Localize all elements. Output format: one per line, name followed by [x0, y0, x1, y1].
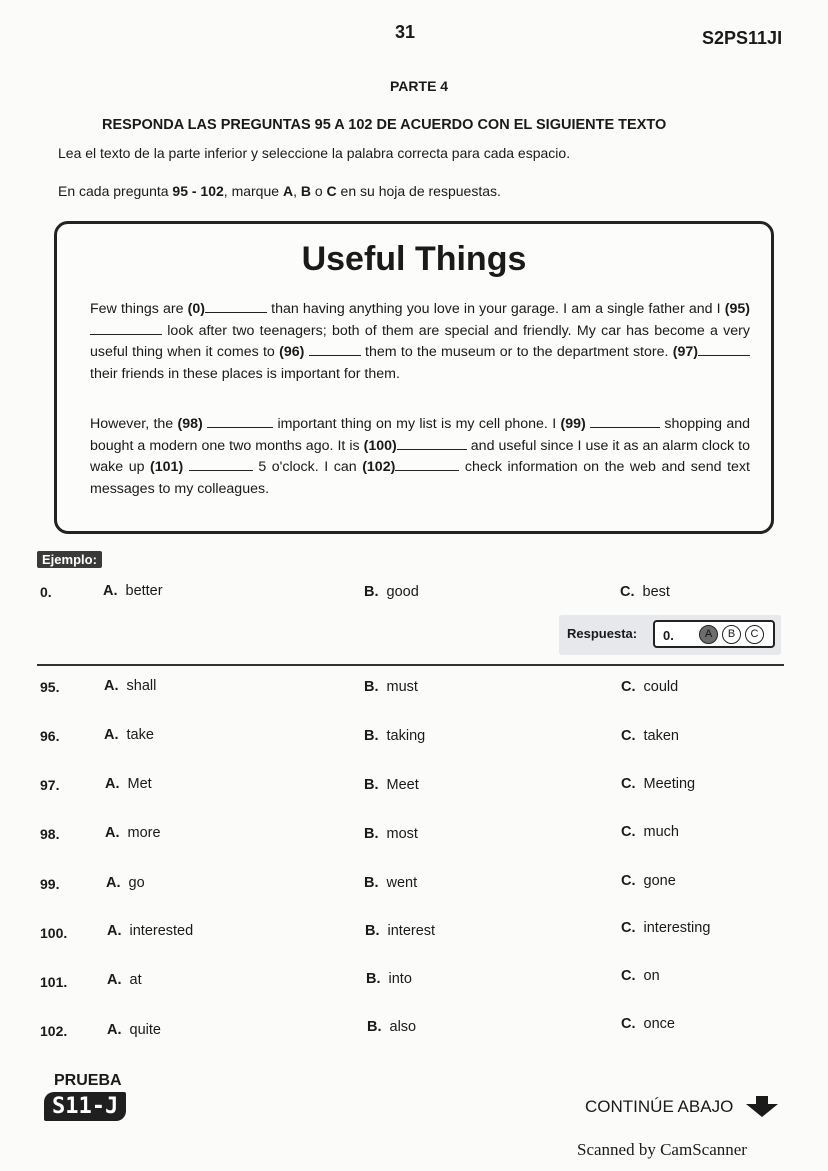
option-letter: B.	[364, 679, 379, 695]
option-letter: C.	[621, 776, 636, 792]
scanner-watermark: Scanned by CamScanner	[577, 1140, 747, 1159]
instruction-2-comma: ,	[293, 183, 301, 199]
option-letter: A.	[104, 678, 119, 694]
section-heading: RESPONDA LAS PREGUNTAS 95 A 102 DE ACUERDO CON EL SIGUIENTE TEXTO	[102, 117, 667, 133]
option-letter: B.	[364, 584, 379, 600]
blank-99	[590, 415, 660, 428]
q99-option-b[interactable]	[364, 875, 417, 891]
option-letter: A.	[103, 583, 118, 599]
option-text: into	[388, 971, 412, 987]
q95-option-c[interactable]	[621, 679, 678, 695]
p2-text: and useful since I use it as an alarm clock to wake up	[90, 437, 750, 475]
option-text: better	[125, 583, 163, 599]
option-letter: B.	[366, 971, 381, 987]
q97-option-c[interactable]	[621, 776, 695, 792]
bubble-c[interactable]: C	[745, 625, 764, 644]
option-text: must	[386, 679, 418, 695]
continue-label: CONTINÚE ABAJO	[585, 1097, 734, 1116]
paragraph-1	[90, 299, 750, 385]
option-text: Meeting	[643, 776, 696, 792]
p1-text: look after two teenagers; both of them are special and friendly. My car has become a very useful thing when it comes to	[90, 322, 750, 360]
instruction-2-range: 95 - 102	[172, 183, 224, 199]
gap-label-102: (102)	[362, 459, 396, 475]
option-text: shall	[126, 678, 157, 694]
option-letter: C.	[621, 728, 636, 744]
option-text: quite	[129, 1022, 161, 1038]
blank-95	[90, 322, 162, 335]
instruction-2-b: B	[300, 183, 311, 199]
question-number: 102.	[40, 1023, 68, 1039]
p1-text: Few things are	[90, 301, 188, 317]
gap-label-100: (100)	[363, 437, 397, 454]
option-letter: B.	[367, 1019, 382, 1035]
option-text: taking	[386, 728, 426, 744]
q100-option-a[interactable]	[107, 923, 193, 939]
q102-option-b[interactable]	[367, 1019, 416, 1035]
reading-text-box	[54, 221, 774, 534]
option-text: take	[126, 727, 154, 743]
gap-label-95: (95)	[724, 301, 750, 317]
option-letter: C.	[621, 1016, 636, 1032]
test-badge: S11-J	[44, 1092, 126, 1121]
p2-text: However, the	[90, 416, 178, 432]
q98-option-b[interactable]	[364, 826, 418, 842]
option-text: once	[643, 1016, 675, 1032]
p1-text: than having anything you love in your garage. I am a single father and I	[267, 301, 725, 317]
option-text: interest	[387, 923, 436, 939]
p2-text: important thing on my list is my cell phone. I	[273, 416, 561, 432]
example-option-c[interactable]	[620, 584, 670, 600]
answer-panel	[559, 615, 781, 655]
instruction-2-pre: En cada pregunta	[58, 183, 173, 199]
question-number: 95.	[40, 679, 60, 695]
question-number: 99.	[40, 876, 60, 892]
option-text: more	[127, 825, 161, 841]
option-letter: C.	[620, 584, 635, 600]
option-text: went	[386, 875, 418, 891]
option-text: go	[128, 875, 145, 891]
gap-label-101: (101)	[150, 459, 184, 475]
option-letter: C.	[621, 873, 636, 889]
paragraph-2	[90, 414, 750, 500]
option-text: also	[389, 1019, 417, 1035]
option-text: interested	[129, 923, 194, 939]
q101-option-c[interactable]	[621, 968, 660, 984]
q97-option-b[interactable]	[364, 777, 419, 793]
option-text: could	[643, 679, 679, 695]
option-text: gone	[643, 873, 676, 889]
blank-102	[395, 458, 459, 471]
p1-text: their friends in these places is important for them.	[90, 365, 400, 382]
instruction-2-o: o	[310, 183, 327, 199]
question-number: 98.	[40, 826, 60, 842]
question-number: 100.	[40, 925, 68, 941]
p2-text: shopping and bought a modern one two months ago. It is	[90, 416, 750, 454]
q98-option-a[interactable]	[105, 825, 161, 841]
q100-option-b[interactable]	[365, 923, 435, 939]
option-letter: B.	[365, 923, 380, 939]
q96-option-c[interactable]	[621, 728, 679, 744]
q96-option-a[interactable]	[104, 727, 154, 743]
q102-option-c[interactable]	[621, 1016, 675, 1032]
blank-98	[207, 415, 273, 428]
q97-option-a[interactable]	[105, 776, 152, 792]
bubble-a[interactable]: A	[699, 625, 718, 644]
blank-0	[205, 300, 267, 313]
instruction-1: Lea el texto de la parte inferior y seleccione la palabra correcta para cada espacio.	[58, 145, 571, 161]
option-letter: A.	[107, 972, 122, 988]
q101-option-b[interactable]	[366, 971, 412, 987]
gap-label-99: (99)	[560, 416, 586, 432]
question-number: 101.	[40, 974, 68, 990]
blank-100	[397, 437, 467, 450]
option-letter: B.	[364, 777, 379, 793]
gap-label-96: (96)	[279, 344, 305, 360]
option-letter: C.	[621, 920, 636, 936]
option-text: good	[386, 584, 419, 600]
instruction-2-c: C	[326, 183, 337, 199]
q95-option-b[interactable]	[364, 679, 418, 695]
option-text: at	[129, 972, 142, 988]
q100-option-c[interactable]	[621, 920, 710, 936]
option-letter: C.	[621, 679, 636, 695]
option-text: Meet	[386, 777, 419, 793]
option-text: Met	[127, 776, 152, 792]
question-number: 97.	[40, 777, 60, 793]
blank-97	[698, 343, 750, 356]
gap-label-0: (0)	[187, 301, 205, 317]
example-option-a[interactable]	[103, 583, 163, 599]
q99-option-c[interactable]	[621, 873, 676, 889]
question-number: 96.	[40, 728, 60, 744]
q101-option-a[interactable]	[107, 972, 142, 988]
instruction-2-post: en su hoja de respuestas.	[336, 183, 501, 199]
answer-number: 0.	[663, 628, 674, 643]
option-text: interesting	[643, 920, 711, 936]
down-arrow-icon	[744, 1096, 780, 1118]
option-letter: A.	[105, 825, 120, 841]
option-letter: C.	[621, 824, 636, 840]
instruction-2-mid: , marque	[223, 183, 283, 199]
blank-96	[309, 343, 361, 356]
page-number: 31	[395, 22, 416, 42]
part-title: PARTE 4	[390, 78, 449, 94]
option-text: taken	[643, 728, 679, 744]
option-letter: A.	[107, 923, 122, 939]
option-text: on	[643, 968, 660, 984]
example-number: 0.	[40, 584, 52, 600]
example-label: Ejemplo:	[37, 551, 102, 568]
option-letter: A.	[106, 875, 121, 891]
q98-option-c[interactable]	[621, 824, 679, 840]
gap-label-98: (98)	[177, 416, 203, 432]
prueba-label: PRUEBA	[54, 1072, 122, 1089]
gap-label-97: (97)	[672, 344, 698, 360]
instruction-2	[58, 183, 501, 199]
blank-101	[189, 458, 253, 471]
option-letter: B.	[364, 875, 379, 891]
instruction-2-a: A	[282, 183, 294, 199]
bubble-b[interactable]: B	[722, 625, 741, 644]
p1-text: them to the museum or to the department store.	[360, 344, 673, 360]
reading-title: Useful Things	[301, 240, 527, 278]
p2-text: 5 o'clock. I can	[252, 459, 363, 475]
option-text: much	[643, 824, 679, 840]
divider	[37, 664, 784, 666]
q96-option-b[interactable]	[364, 728, 425, 744]
q99-option-a[interactable]	[106, 875, 145, 891]
option-letter: A.	[105, 776, 120, 792]
q95-option-a[interactable]	[104, 678, 156, 694]
answer-label: Respuesta:	[567, 626, 638, 641]
answer-box	[653, 620, 775, 648]
option-letter: B.	[364, 826, 379, 842]
option-letter: A.	[104, 727, 119, 743]
test-code: S2PS11JI	[702, 28, 783, 48]
option-text: most	[386, 826, 418, 842]
example-option-b[interactable]	[364, 584, 419, 600]
option-letter: A.	[107, 1022, 122, 1038]
option-text: best	[642, 584, 670, 600]
option-letter: B.	[364, 728, 379, 744]
option-letter: C.	[621, 968, 636, 984]
q102-option-a[interactable]	[107, 1022, 161, 1038]
p2-text: check information on the web and send text messages to my colleagues.	[90, 459, 750, 497]
